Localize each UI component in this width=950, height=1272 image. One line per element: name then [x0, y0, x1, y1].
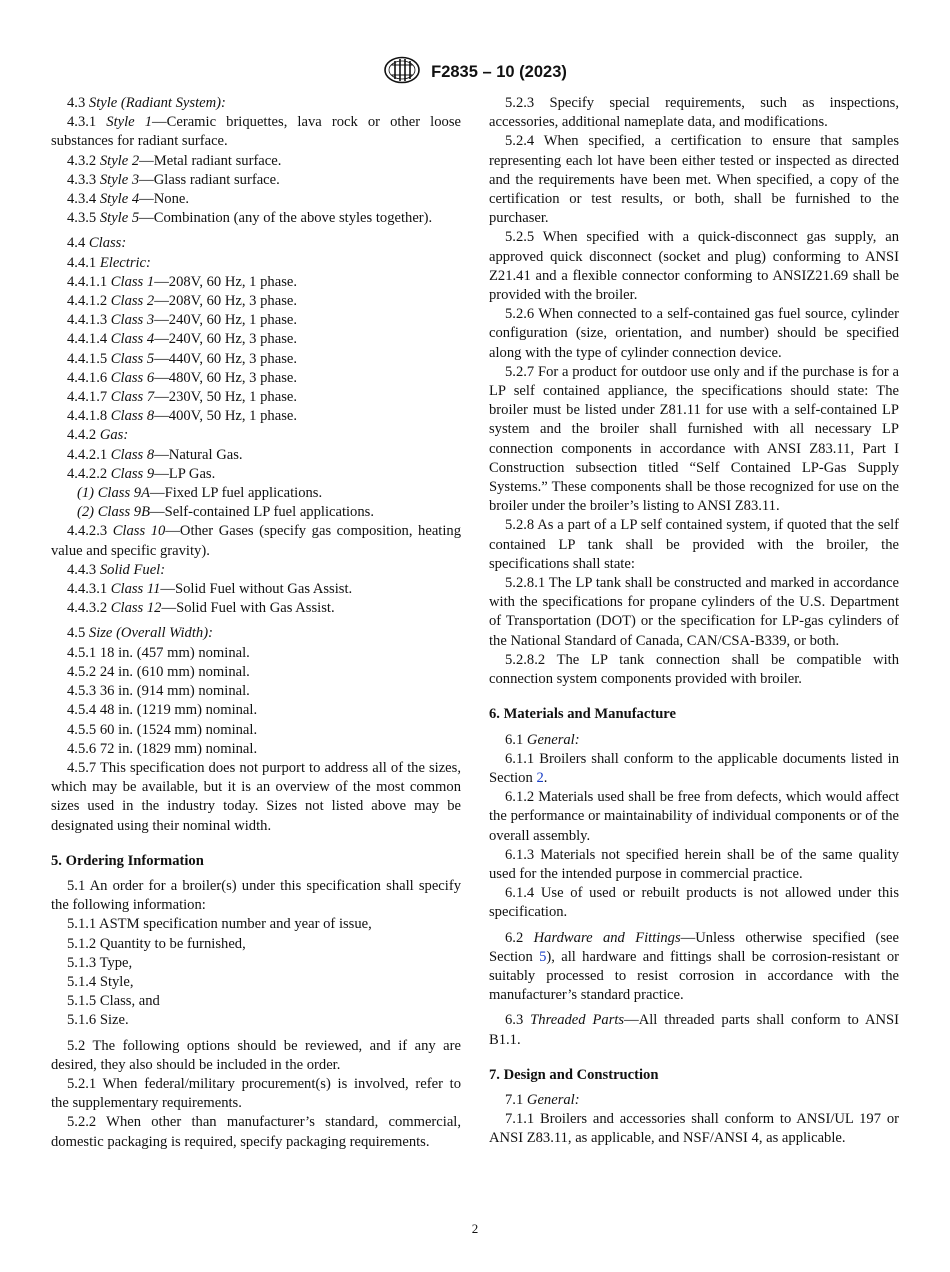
size-item: 4.5.1 18 in. (457 mm) nominal.	[67, 644, 250, 661]
section-6-1-3: 6.1.3 Materials not specified herein shall be of the same quality used for the intended purpose in commercial practice.	[489, 846, 899, 882]
section-6-1-2: 6.1.2 Materials used shall be free from defects, which would affect the performance or maintainability of individual components or of the overall assembly.	[489, 789, 899, 844]
section-4-3-4: 4.3.4 Style 4—None.	[67, 191, 190, 208]
section-5-2-4: 5.2.4 When specified, a certification to ensure that samples representing each lot have been either tested or inspected as directed and the requirements have been met. When specified, a copy of the certification or test results, or both, shall be furnished to the purchaser.	[489, 133, 899, 227]
electric-class-item: 4.4.1.5 Class 5—440V, 60 Hz, 3 phase.	[67, 350, 298, 367]
section-4-5: 4.5 Size (Overall Width):	[67, 625, 213, 642]
electric-class-item: 4.4.1.6 Class 6—480V, 60 Hz, 3 phase.	[67, 369, 298, 386]
size-item: 4.5.5 60 in. (1524 mm) nominal.	[67, 721, 258, 738]
order-item: 5.1.4 Style,	[67, 973, 134, 990]
electric-class-item: 4.4.1.1 Class 1—208V, 60 Hz, 1 phase.	[67, 273, 298, 290]
size-item: 4.5.6 72 in. (1829 mm) nominal.	[67, 740, 258, 757]
size-item: 4.5.3 36 in. (914 mm) nominal.	[67, 683, 250, 700]
order-item: 5.1.5 Class, and	[67, 993, 160, 1010]
order-item: 5.1.2 Quantity to be furnished,	[67, 935, 246, 952]
order-item: 5.1.3 Type,	[67, 954, 133, 971]
section-5-2-7: 5.2.7 For a product for outdoor use only and if the purchase is for a LP self contained appliance, the specifications should state: The broiler must be listed under Z81.11 for use with a self-contained LP system and the broiler shall furnished with all necessary LP connection components in accordance with ANSI Z83.11, Part I Construction subsection titled “Self Contained LP-Gas Supply Systems.” These components shall be those recognized for use on the broiler under the broiler’s listing to ANSI Z83.11.	[489, 363, 899, 515]
electric-class-item: 4.4.1.3 Class 3—240V, 60 Hz, 1 phase.	[67, 312, 298, 329]
heading-ordering-information: 5. Ordering Information	[51, 852, 204, 869]
section-4-3: 4.3 Style (Radiant System):	[67, 95, 226, 111]
section-5-2-6: 5.2.6 When connected to a self-contained gas fuel source, cylinder configuration (size, orientation, and number) should be specified along with the type of cylinder connection device.	[489, 306, 899, 361]
page-number: 2	[471, 1221, 479, 1236]
section-5-2-3: 5.2.3 Specify special requirements, such as inspections, accessories, additional nameplate data, and modifications.	[489, 95, 899, 131]
page-header	[0, 56, 950, 89]
section-2-link[interactable]: 2	[536, 769, 544, 786]
order-item: 5.1.1 ASTM specification number and year of issue,	[67, 916, 372, 933]
section-7-1: 7.1 General:	[505, 1091, 580, 1108]
section-4-3-2: 4.3.2 Style 2—Metal radiant surface.	[67, 152, 282, 169]
section-4-4-3: 4.4.3 Solid Fuel:	[67, 561, 166, 578]
section-5-2-2: 5.2.2 When other than manufacturer’s standard, commercial, domestic packaging is required, specify packaging requirements.	[51, 1114, 461, 1150]
section-5-2-8-2: 5.2.8.2 The LP tank connection shall be compatible with connection system components provided with broiler.	[489, 651, 899, 688]
section-4-4-2-3: 4.4.2.3 Class 10—Other Gases (specify gas composition, heating value and specific gravity).	[51, 523, 461, 559]
electric-class-item: 4.4.1.4 Class 4—240V, 60 Hz, 3 phase.	[67, 331, 298, 348]
section-5-2-5: 5.2.5 When specified with a quick-disconnect gas supply, an approved quick disconnect (socket and plug) conforming to ANSI Z21.41 and a flexible connector conforming to ANSIZ21.69 shall be provided with the broiler.	[489, 229, 899, 304]
electric-class-item: 4.4.1.7 Class 7—230V, 50 Hz, 1 phase.	[67, 389, 298, 406]
section-5-2-1: 5.2.1 When federal/military procurement(s) is involved, refer to the supplementary requirements.	[51, 1075, 461, 1112]
astm-logo-icon	[383, 56, 421, 89]
left-column	[51, 94, 461, 1152]
section-4-4-3-2: 4.4.3.2 Class 12—Solid Fuel with Gas Assist.	[67, 600, 335, 617]
electric-class-item: 4.4.1.8 Class 8—400V, 50 Hz, 1 phase.	[67, 408, 298, 425]
section-6-1-1: 6.1.1 Broilers shall conform to the applicable documents listed in Section 2.	[489, 750, 899, 786]
class-9a: (1) Class 9A—Fixed LP fuel applications.	[77, 485, 323, 502]
section-4-3-1: 4.3.1 Style 1—Ceramic briquettes, lava rock or other loose substances for radiant surface.	[51, 114, 461, 150]
order-item: 5.1.6 Size.	[67, 1012, 129, 1029]
heading-materials-and-manufacture: 6. Materials and Manufacture	[489, 706, 676, 723]
section-5-2-8-1: 5.2.8.1 The LP tank shall be constructed and marked in accordance with the specifications for propane cylinders of the U.S. Department of Transportation (DOT) or the specification for LP-gas cylinders of the National Standard of Canada, CAN/CSA-B339, or both.	[489, 575, 899, 649]
section-6-1: 6.1 General:	[505, 731, 580, 748]
class-9b: (2) Class 9B—Self-contained LP fuel applications.	[77, 504, 374, 521]
section-4-3-3: 4.3.3 Style 3—Glass radiant surface.	[67, 171, 280, 188]
section-6-3: 6.3 Threaded Parts—All threaded parts shall conform to ANSI B1.1.	[489, 1012, 900, 1048]
section-6-1-4: 6.1.4 Use of used or rebuilt products is not allowed under this specification.	[489, 885, 899, 921]
section-4-4: 4.4 Class:	[67, 235, 127, 252]
size-item: 4.5.2 24 in. (610 mm) nominal.	[67, 663, 250, 680]
right-column	[489, 94, 899, 1149]
section-4-4-3-1: 4.4.3.1 Class 11—Solid Fuel without Gas Assist.	[67, 581, 353, 598]
section-4-5-7: 4.5.7 This specification does not purport to address all of the sizes, which may be available, but it is an overview of the most common sizes used in the industry today. Sizes not listed above may be designated using their nominal width.	[51, 759, 461, 834]
section-4-4-2: 4.4.2 Gas:	[67, 427, 129, 444]
section-4-4-2-1: 4.4.2.1 Class 8—Natural Gas.	[67, 446, 243, 463]
section-5-link[interactable]: 5	[539, 948, 547, 965]
section-5-1: 5.1 An order for a broiler(s) under this specification shall specify the following information:	[51, 877, 461, 914]
electric-class-item: 4.4.1.2 Class 2—208V, 60 Hz, 3 phase.	[67, 293, 298, 310]
section-6-2: 6.2 Hardware and Fittings—Unless otherwise specified (see Section 5), all hardware and fittings shall be corrosion-resistant or suitably processed to resist corrosion in accordance with the manufacturer’s standard practice.	[489, 929, 899, 1004]
section-4-4-1: 4.4.1 Electric:	[67, 254, 151, 271]
heading-design-and-construction: 7. Design and Construction	[489, 1066, 659, 1083]
section-7-1-1: 7.1.1 Broilers and accessories shall conform to ANSI/UL 197 or ANSI Z83.11, as applicable, and NSF/ANSI 4, as applicable.	[489, 1111, 899, 1147]
designation: F2835 – 10 (2023)	[431, 63, 567, 81]
section-4-4-2-2: 4.4.2.2 Class 9—LP Gas.	[67, 465, 216, 482]
section-4-3-5: 4.3.5 Style 5—Combination (any of the above styles together).	[67, 210, 433, 227]
section-5-2: 5.2 The following options should be reviewed, and if any are desired, they also should be included in the order.	[51, 1037, 461, 1073]
section-5-2-8: 5.2.8 As a part of a LP self contained system, if quoted that the self contained LP tank shall be provided with the broiler, the specifications shall state:	[489, 517, 899, 572]
size-item: 4.5.4 48 in. (1219 mm) nominal.	[67, 702, 258, 719]
